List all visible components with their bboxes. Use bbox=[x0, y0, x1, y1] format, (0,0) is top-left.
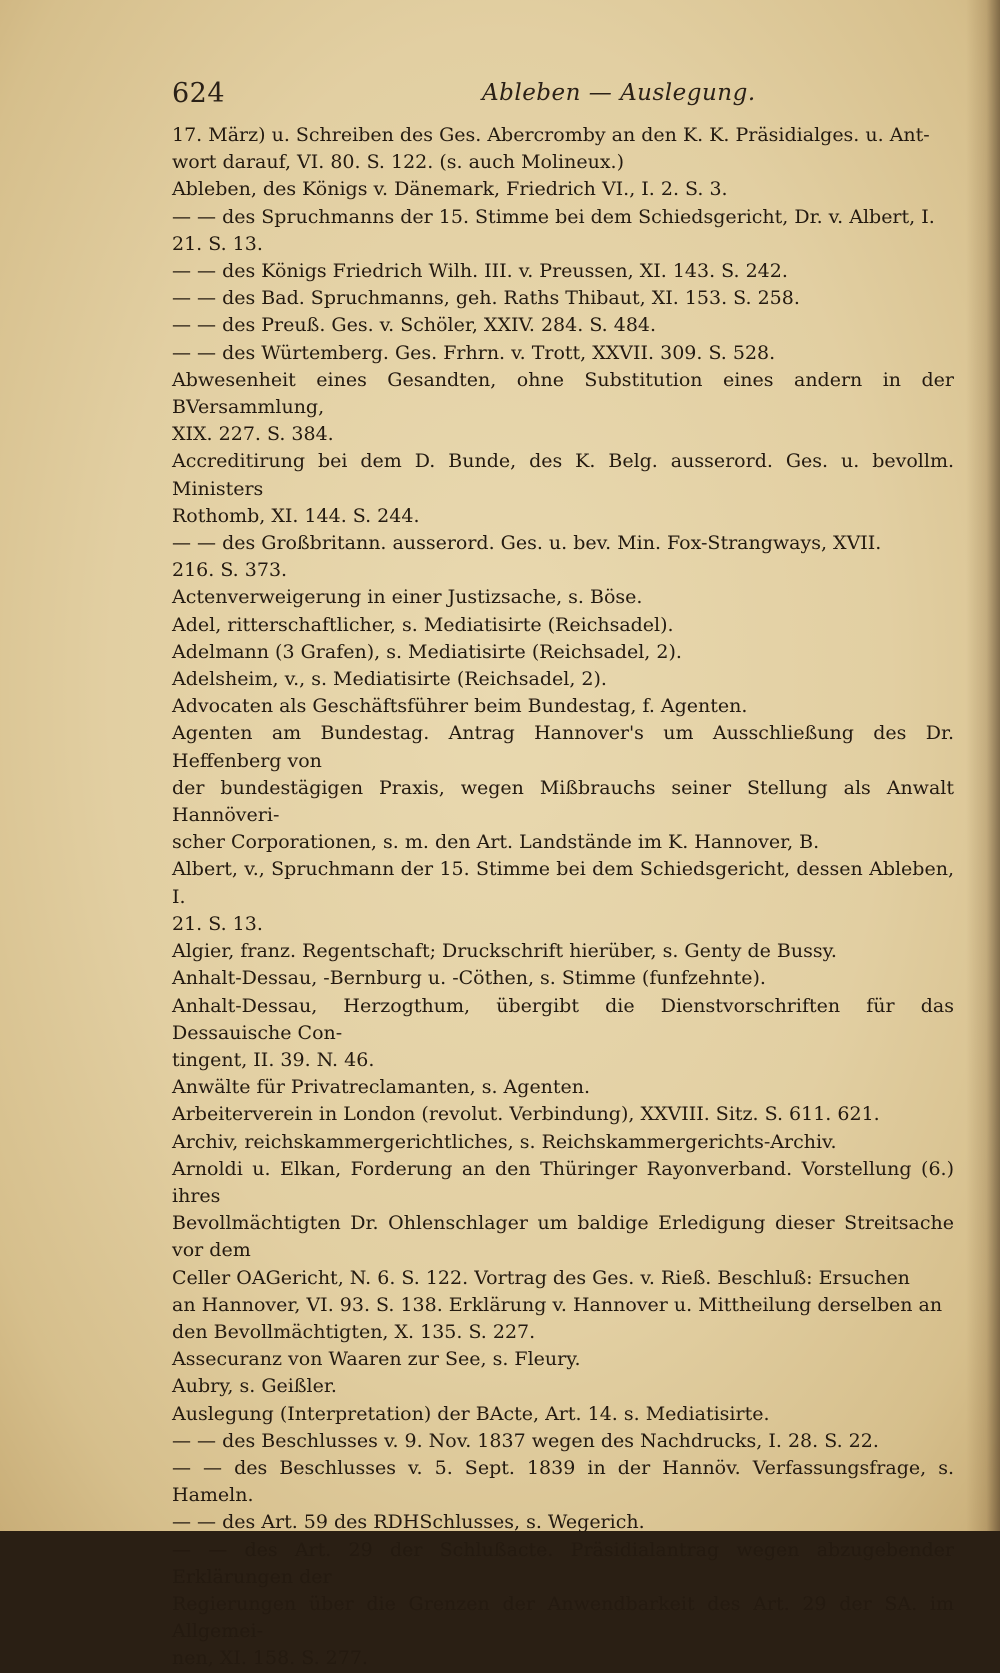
index-line: Adel, ritterschaftlicher, s. Mediatisirte (Reichsadel). bbox=[172, 613, 674, 636]
index-line: Regierungen über die Grenzen der Anwendbarkeit des Art. 29 der SA. im Allgemei- bbox=[172, 1592, 954, 1643]
page-number: 624 bbox=[172, 78, 226, 109]
index-line: Assecuranz von Waaren zur See, s. Fleury. bbox=[172, 1348, 581, 1371]
index-line: Algier, franz. Regentschaft; Druckschrift hierüber, s. Genty de Bussy. bbox=[172, 940, 837, 963]
index-line: den Bevollmächtigten, X. 135. S. 227. bbox=[172, 1320, 536, 1343]
index-line: Auslegung (Interpretation) der BActe, Art. 14. s. Mediatisirte. bbox=[172, 1402, 770, 1425]
index-line: Celler OAGericht, N. 6. S. 122. Vortrag des Ges. v. Rieß. Beschluß: Ersuchen bbox=[172, 1266, 910, 1289]
index-line: Abwesenheit eines Gesandten, ohne Substitution eines andern in der BVersammlung, bbox=[172, 368, 954, 419]
index-line: 216. S. 373. bbox=[172, 559, 288, 582]
index-line: 21. S. 13. bbox=[172, 232, 263, 255]
index-line: tingent, II. 39. N. 46. bbox=[172, 1048, 375, 1071]
running-head: Ableben — Auslegung. bbox=[482, 80, 756, 106]
index-line: — — des Beschlusses v. 5. Sept. 1839 in der Hannöv. Verfassungsfrage, s. Hameln. bbox=[172, 1456, 954, 1507]
index-line: 17. März) u. Schreiben des Ges. Abercromby an den K. K. Präsidialges. u. Ant- bbox=[172, 124, 930, 146]
index-line: — — des Königs Friedrich Wilh. III. v. Preussen, XI. 143. S. 242. bbox=[172, 260, 788, 283]
page-header bbox=[172, 78, 952, 118]
index-line: — — des Preuß. Ges. v. Schöler, XXIV. 284. S. 484. bbox=[172, 314, 657, 337]
index-line: Rothomb, XI. 144. S. 244. bbox=[172, 504, 420, 527]
index-line: Advocaten als Geschäftsführer beim Bundestag, f. Agenten. bbox=[172, 695, 748, 718]
index-line: — — des Beschlusses v. 9. Nov. 1837 wegen des Nachdrucks, I. 28. S. 22. bbox=[172, 1429, 879, 1452]
index-line: Anwälte für Privatreclamanten, s. Agenten. bbox=[172, 1076, 591, 1099]
index-line: — — des Bad. Spruchmanns, geh. Raths Thibaut, XI. 153. S. 258. bbox=[172, 287, 800, 310]
index-line: Arbeiterverein in London (revolut. Verbindung), XXVIII. Sitz. S. 611. 621. bbox=[172, 1103, 880, 1126]
index-line: — — des Würtemberg. Ges. Frhrn. v. Trott, XXVII. 309. S. 528. bbox=[172, 341, 776, 364]
index-line: Bevollmächtigten Dr. Ohlenschlager um baldige Erledigung dieser Streitsache vor dem bbox=[172, 1212, 954, 1262]
index-line: Albert, v., Spruchmann der 15. Stimme bei dem Schiedsgericht, dessen Ableben, I. bbox=[172, 858, 954, 908]
index-line: scher Corporationen, s. m. den Art. Landstände im K. Hannover, B. bbox=[172, 831, 820, 854]
index-line: Arnoldi u. Elkan, Forderung an den Thüringer Rayonverband. Vorstellung (6.) ihres bbox=[172, 1157, 954, 1207]
index-line: Anhalt-Dessau, Herzogthum, übergibt die Dienstvorschriften für das Dessauische Con- bbox=[172, 994, 954, 1044]
index-line: Aubry, s. Geißler. bbox=[172, 1375, 337, 1398]
index-line: Adelmann (3 Grafen), s. Mediatisirte (Reichsadel, 2). bbox=[172, 640, 682, 663]
index-line: der bundestägigen Praxis, wegen Mißbrauchs seiner Stellung als Anwalt Hannöveri- bbox=[172, 776, 954, 827]
index-entries bbox=[172, 122, 954, 1673]
index-line: wort darauf, VI. 80. S. 122. (s. auch Molineux.) bbox=[172, 151, 625, 174]
index-line: — — des Art. 59 des RDHSchlusses, s. Wegerich. bbox=[172, 1511, 645, 1534]
index-line: — — des Art. 29 der Schlußacte. Präsidialantrag wegen abzugebender Erklärungen der bbox=[172, 1538, 954, 1588]
index-line: Anhalt-Dessau, -Bernburg u. -Cöthen, s. Stimme (funfzehnte). bbox=[172, 967, 766, 990]
index-line: Agenten am Bundestag. Antrag Hannover's um Ausschließung des Dr. Heffenberg von bbox=[172, 722, 954, 772]
index-line: 21. S. 13. bbox=[172, 912, 263, 935]
index-line: — — des Großbritann. ausserord. Ges. u. bev. Min. Fox-Strangways, XVII. bbox=[172, 532, 882, 555]
index-line: Adelsheim, v., s. Mediatisirte (Reichsadel, 2). bbox=[172, 668, 607, 691]
index-line: Ableben, des Königs v. Dänemark, Friedrich VI., I. 2. S. 3. bbox=[172, 178, 728, 201]
index-line: — — des Spruchmanns der 15. Stimme bei dem Schiedsgericht, Dr. v. Albert, I. bbox=[172, 205, 935, 228]
index-line: Actenverweigerung in einer Justizsache, s. Böse. bbox=[172, 586, 643, 609]
page-edge-shadow bbox=[966, 0, 1000, 1531]
index-line: an Hannover, VI. 93. S. 138. Erklärung v. Hannover u. Mittheilung derselben an bbox=[172, 1293, 943, 1316]
index-line: Archiv, reichskammergerichtliches, s. Reichskammergerichts-Archiv. bbox=[172, 1130, 837, 1153]
index-line: nen, XI. 158. S. 277. bbox=[172, 1647, 368, 1670]
index-line: Accreditirung bei dem D. Bunde, des K. Belg. ausserord. Ges. u. bevollm. Ministers bbox=[172, 450, 954, 500]
index-line: XIX. 227. S. 384. bbox=[172, 423, 334, 446]
